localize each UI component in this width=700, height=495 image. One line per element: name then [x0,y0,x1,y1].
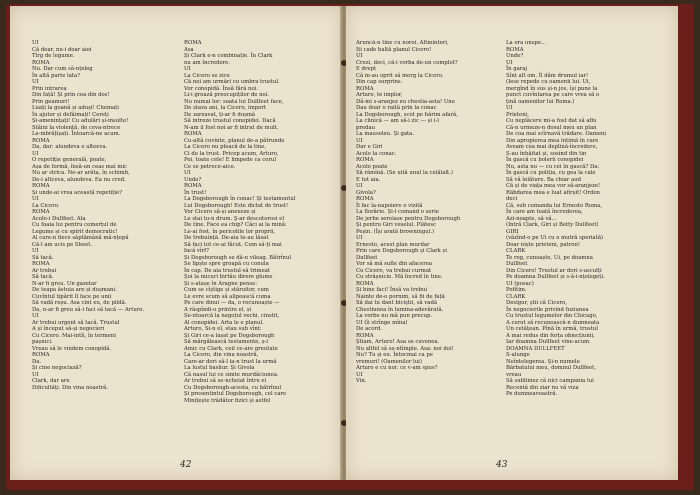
left-page [10,6,342,480]
right-page [346,6,678,480]
right-page-number: 43 [496,460,508,470]
left-page-column-1: UI Că doar, nu-i doar aiei Tîrg de legume. ROMA Nu. Dar cum să-nțeleg În altă parte lata? UI Prin intrarea Din față! Și prin cea din dos! Prin geamuri! Luați la goană și aduși! Chemați În ajutor și defăimați! Cereți Și-amenințați! Cu adulări și-insulte! Stăini la violență, de ceva-ntrece Le-mbrățișați. Întoarcă-ne acum. ROMA Da, dar: alundeva e alteeva. UI O repetiție generală, poate, Așa de formă, însă-un ceas mai mic Nu ar strica. Ne-ar arăta, în schimb, De-i altceva, alundeva. Ea nu cred. ROMA Și unde-ai vrea această repetiție? UI La Cicero. ROMA Acolo-i Dullfeet. Ala Cu foaia lui pentru comerțul de Legume și cu spirit democratic! Al care-n fiece săptămână mă-nțepă Că-l am ucis pe Sheet. UI Să tacă. ROMA Ar trebui Să tacă. N-ar fi greu. Un gazetar De teapa ăstuia are și dușmani. Cuvîntul tipărit îl face pe unii Să vadă roșu. Asa cint eu, de pildă. Da, n-ar fi greu să-i faci să tacă — Arturo. UI Ar trebui urgent să tacă. Trustul A și început să-și negocieri Cu Cicero. Mai-intîi, în termeni pașnici. Vreau să le vindem conopidă. ROMA Da. Și cine negociază? UI Clark, dar are Dificultăți. Din vina noastră. [32,40,145,391]
left-page-number: 42 [180,460,192,470]
right-page-column-1: Aruncă-n tine cu noroi. Altminteri, Iți cade baltă planul Cicero! UI Crezi, deci, că-i vorba de-un complot? E drept Că m-au oprit să merg la Cicero. Din cap surprins. ROMA Arturo, te implor, Dă-mi s-aranjez eu chestia-asta! Une Dau doar o raită prin la conac La Dogsborough, scot pe bărim afară, La clinică — am să-i zic — și i-l predau La mausoleu. Și gata. UI Dar e Giri Acolo la conac. ROMA Acolo poate Să rămînă. (Se uită unul la celălalt.) E tot aia. UI Givola? ROMA Îl fac la-napoiere o vizită La florărie. Și-l comand o serie De jerbe sereiase pentru Dogsborough Și pentru Giri veselul. Plătesc Peșin. (Își arată browningul.) UI Ernesto, acest plan murdar Prin care Dogsborough și Clark și Dullfeet Vor să mă sufle din afacerea Cu Cicero, va trebui curmat Cu strășnicie. Mă încred în tine. ROMA Și bine faci! Însă va trebui Nainte de-o pornim, să fii de față Să dai tu dant biciștii, să vadă Chestiunea în lumina-adevărată. La vorbe nu mă pun precup. UI (îi strînge mîna) De acord. ROMA Știam, Arturo! Asa se cuvenea. Nu altfel să se-ntîmple. Asa: noi doi! Nu? Tu și eu. Întocmai ca pe vremuri! (Oamenilor lui) Arturo e cu noi: ce v-am spus? UI Vin. [356,40,461,384]
left-page-column-2: ROMA Asa Și Clark e-n combinație. În Clark nu am încredere. UI La Cicero se zice Că noi am urmări cu umbra trustul. Vor conopidă. Însă fără noi. Li-i groază preocupiților de noi. Nu numai lor: soata lui Dullfeet face, De ștava ani, la Cicero, import De zarzavat, ți-ar fi dușmă Să intreze trustul conopidei. Dacă N-am il fost noi ar fi intrat de mult. ROMA Cu-altă cuvinte, planul de-a pătrunde La Cicero nu pleacă de la tine, Ci de la trust. Pricep acum, Arturo, Poi, toate cele! E limpede ca cerul Ce se petrece-aice. UI Unde? ROMA În trust! La Dogsborough în conac! Și testamentul Lui Dogsborough! Este dictat de trust! Vor Cicero să-și anexeze și Le stai tu-n drum. Ș-ar descotorosi el De tine. Face ea chip? Căci ai la mină: Le-ai fost, în pericolile lor proprii, De trebuință. De-aia te-au lăsat Să faci tot ce-ai făcut. Cum să-ți mai facă vîrf? Și Dogsborough se dă-n vileag. Bătrînul Se lipște spre groapă cu conula În cap. De aia trustul-să trimeat Șoi la micuri birtău direre glume Și s-atașe în Aragne pense: Cum se cîștige și stăruitor, cum Le evre scum să alipească cuma Pe care dinui — da, o recunoaște — A răspîndi-o printre el, și Se-ntoarcă la negoțul vechi, cinstit, Al conopidei. Arta le e planul. Arturo, Si-n el, stau sub vînt: Și Giri ce-a lașat pe Dogsborough Să mărgălească testamente, ș-i Amic cu Clark, ceil ce-are greutate La Cicero, din vina noastră, Care-ar dori să-l ia-n trust la urmă La lustul basliur. Și Givola Că nasul lui ce simte murdăciunea. Ar trebui să se-ncheiat între ei Cu Dogsborough-acesta, cu bătrînul Și presentintul Dogsborough, cel care Minițește trădător fizici și astfel [184,40,296,404]
right-page-column-2: La ora unspe... ROMA Unde? UI În garaj Sînt alt om. Îl dăm drumul iar! (Iese repede cu oamenii lui. Ui, mergînd în sus și-n jos, își pune la punct cuvîntarea pe care vrea să o țină oamenilor lui Roma.) UI Prieteni, Cu neplăcere mi-a fost dat să aflu Că-n urmeze-n dosul meu un plan De coa mai scîrnavă trădare. Oameni Din apropierea mea intimă în care Aveam cea mai deplină-încredere, S-au înhăitat și, sosind din tin În gască cu bolerii conopidei Nu, asta nu — cu cei în gască? Da: În gască cu poliția, cu gea la cale Să vă înlăture. Ba chiar aud Că și de viața mea vor să-aranjeze! Răbdarea mea e luat afirșit! Ordon deci Că, sub comanda lui Ernesto Roma, În care am toată încrederea, Azi-noapte, să vă... (Intră Clark, Giri și Betty Dullfeet) GIRI (văzînd-o pe Ui cu o mutră speriată) Doar niște prieteni, patron! CLARK Te rog, cunoaște, Ui, pe doamna Dullfeet Din Cicero! Trustul ar dori s-asculți Pe doamna Dullfeet și s-ă-i-nțelegeți. UI (posac) Pofitim. CLARK Desigur, știi că Cicero, În negocierile privind fuziunea Cu trustul legumelor din Chicago, A cerut să recunoască-n dumneata Un cetățean. Pînă în urmă, trustul A mai redus din forța obiecțiunii, Iar doamna Dullfeet vine-acum. DOAMNA DULLFEET S-alunge Neîntelegerea. Și-n numele Bărbatului meu, domnul Dullfeet, vreau Să subliniez că nici campania lui Recentă din ziar nu vă viza Pe dumneavoastră. [506,40,607,397]
